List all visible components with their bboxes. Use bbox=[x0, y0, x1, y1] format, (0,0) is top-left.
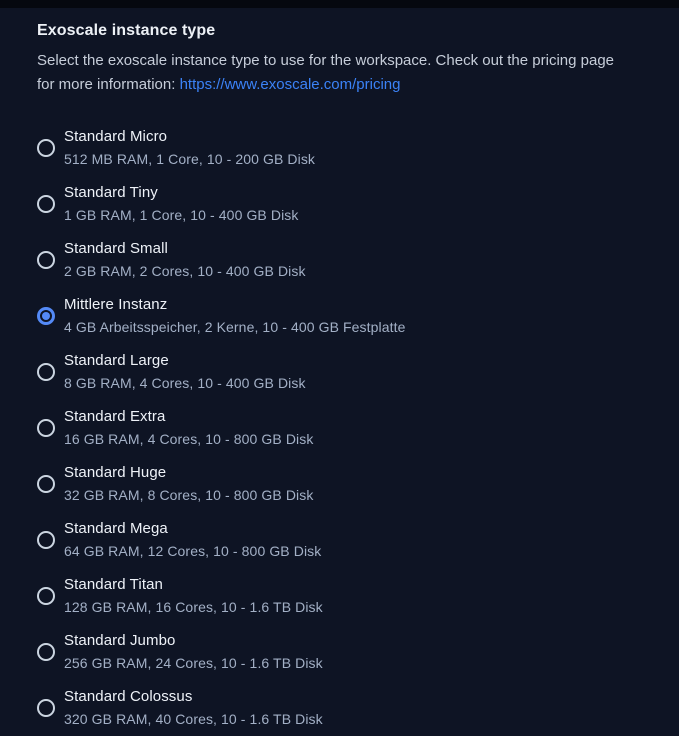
section-description bbox=[37, 49, 625, 97]
option-label: Standard Large bbox=[64, 352, 169, 369]
option-label: Standard Huge bbox=[64, 464, 167, 481]
pricing-link[interactable]: https://www.exoscale.com/pricing bbox=[179, 76, 401, 93]
option-texts bbox=[64, 685, 323, 731]
option-description: 32 GB RAM, 8 Cores, 10 - 800 GB Disk bbox=[64, 487, 314, 503]
radio-button-icon[interactable] bbox=[37, 307, 55, 325]
instance-type-option-2[interactable] bbox=[37, 237, 639, 283]
instance-type-section bbox=[0, 8, 679, 731]
radio-button-icon[interactable] bbox=[37, 475, 55, 493]
option-description: 8 GB RAM, 4 Cores, 10 - 400 GB Disk bbox=[64, 375, 306, 391]
instance-type-option-10[interactable] bbox=[37, 685, 639, 731]
option-description: 16 GB RAM, 4 Cores, 10 - 800 GB Disk bbox=[64, 431, 314, 447]
instance-type-option-1[interactable] bbox=[37, 181, 639, 227]
section-title: Exoscale instance type bbox=[37, 22, 216, 39]
instance-type-option-0[interactable] bbox=[37, 125, 639, 171]
option-texts bbox=[64, 125, 315, 171]
option-description: 512 MB RAM, 1 Core, 10 - 200 GB Disk bbox=[64, 151, 316, 167]
option-texts bbox=[64, 517, 321, 563]
top-divider-strip bbox=[0, 0, 679, 8]
option-description: 4 GB Arbeitsspeicher, 2 Kerne, 10 - 400 GB Festplatte bbox=[64, 319, 406, 335]
option-label: Standard Micro bbox=[64, 128, 168, 145]
option-description: 2 GB RAM, 2 Cores, 10 - 400 GB Disk bbox=[64, 263, 306, 279]
radio-button-icon[interactable] bbox=[37, 195, 55, 213]
option-texts bbox=[64, 405, 313, 451]
radio-button-icon[interactable] bbox=[37, 139, 55, 157]
section-description-text: Select the exoscale instance type to use for the workspace. Check out the pricing page for more information: bbox=[37, 52, 615, 93]
radio-button-icon[interactable] bbox=[37, 643, 55, 661]
radio-button-icon[interactable] bbox=[37, 587, 55, 605]
instance-type-option-6[interactable] bbox=[37, 461, 639, 507]
instance-type-option-3[interactable] bbox=[37, 293, 639, 339]
option-texts bbox=[64, 629, 323, 675]
radio-button-icon[interactable] bbox=[37, 531, 55, 549]
option-texts bbox=[64, 237, 306, 283]
option-description: 64 GB RAM, 12 Cores, 10 - 800 GB Disk bbox=[64, 543, 322, 559]
option-label: Standard Colossus bbox=[64, 688, 193, 705]
option-label: Mittlere Instanz bbox=[64, 296, 168, 313]
option-texts bbox=[64, 349, 306, 395]
instance-type-option-7[interactable] bbox=[37, 517, 639, 563]
instance-type-option-9[interactable] bbox=[37, 629, 639, 675]
radio-button-icon[interactable] bbox=[37, 419, 55, 437]
option-description: 320 GB RAM, 40 Cores, 10 - 1.6 TB Disk bbox=[64, 711, 323, 727]
instance-type-option-8[interactable] bbox=[37, 573, 639, 619]
instance-type-option-4[interactable] bbox=[37, 349, 639, 395]
option-texts bbox=[64, 293, 405, 339]
option-description: 128 GB RAM, 16 Cores, 10 - 1.6 TB Disk bbox=[64, 599, 323, 615]
option-label: Standard Titan bbox=[64, 576, 163, 593]
radio-button-icon[interactable] bbox=[37, 251, 55, 269]
option-texts bbox=[64, 461, 313, 507]
option-description: 256 GB RAM, 24 Cores, 10 - 1.6 TB Disk bbox=[64, 655, 323, 671]
option-texts bbox=[64, 573, 323, 619]
radio-button-icon[interactable] bbox=[37, 699, 55, 717]
option-texts bbox=[64, 181, 298, 227]
option-label: Standard Tiny bbox=[64, 184, 158, 201]
option-label: Standard Extra bbox=[64, 408, 166, 425]
option-description: 1 GB RAM, 1 Core, 10 - 400 GB Disk bbox=[64, 207, 299, 223]
option-label: Standard Small bbox=[64, 240, 168, 257]
option-label: Standard Mega bbox=[64, 520, 168, 537]
radio-button-icon[interactable] bbox=[37, 363, 55, 381]
option-label: Standard Jumbo bbox=[64, 632, 176, 649]
instance-type-radio-group bbox=[37, 125, 639, 731]
instance-type-option-5[interactable] bbox=[37, 405, 639, 451]
